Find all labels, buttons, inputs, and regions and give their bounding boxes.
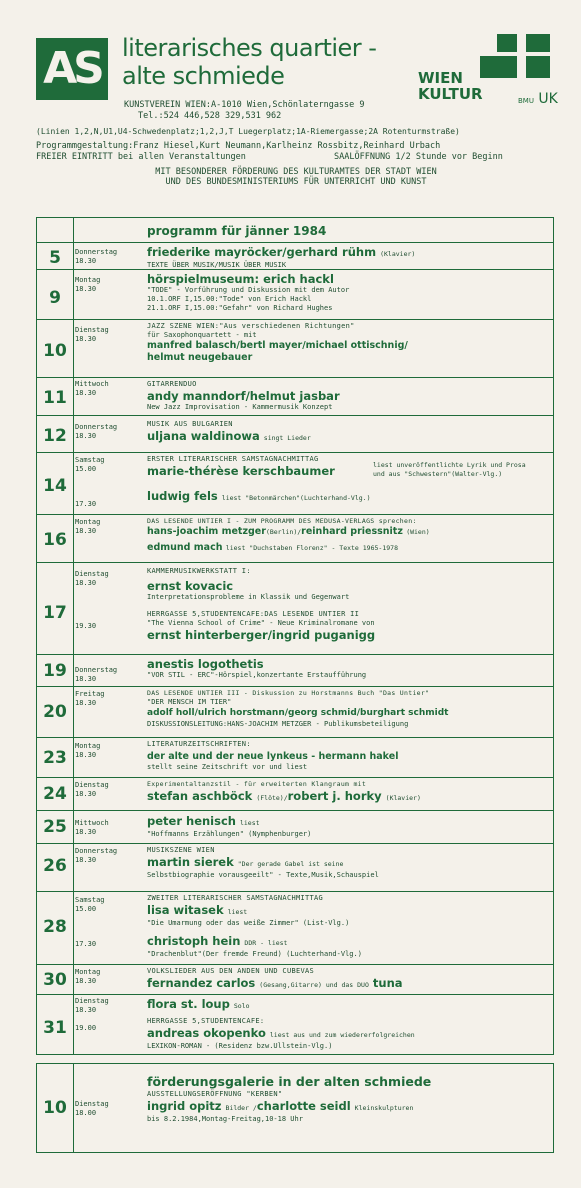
event-entry — [147, 814, 547, 839]
event-artist — [147, 245, 547, 261]
event-text: ingrid opitz — [147, 1099, 222, 1113]
event-text: Dienstag — [75, 326, 109, 334]
event-text: christoph hein — [147, 934, 241, 948]
event-text: Donnerstag — [75, 666, 118, 674]
event-category: MUSIK AUS BULGARIEN — [147, 420, 233, 428]
event-artist: andy manndorf/helmut jasbar — [147, 389, 340, 403]
event-weekday — [75, 666, 118, 684]
row-separator — [37, 686, 553, 687]
event-text: (Wien) — [406, 528, 430, 536]
logo-block — [526, 56, 550, 78]
event-time-2: 19.30 — [75, 622, 97, 630]
event-time-2: 19.00 — [75, 1024, 97, 1032]
event-description: DISKUSSIONSLEITUNG:HANS-JOACHIM METZGER - Publikumsbeteiligung — [147, 720, 409, 728]
event-entry — [147, 997, 547, 1051]
event-text: Dienstag — [75, 997, 109, 1005]
event-text: Bilder / — [225, 1104, 257, 1112]
event-weekday — [75, 968, 109, 986]
event-description: 21.1.ORF I,15.00:"Gefahr" von Richard Hughes — [147, 304, 333, 312]
event-description: TEXTE ÜBER MUSIK/MUSIK ÜBER MUSIK — [147, 261, 287, 269]
event-note: liest unveröffentlichte Lyrik und Prosa — [373, 461, 526, 469]
event-category: ERSTER LITERARISCHER SAMSTAGNACHMITTAG — [147, 455, 319, 463]
event-artist: adolf holl/ulrich horstmann/georg schmid/burghart schmidt — [147, 708, 449, 718]
column-divider — [73, 218, 74, 1054]
event-text: marie-thérèse kerschbaumer — [147, 464, 335, 478]
gallery-entry — [147, 1074, 547, 1124]
gallery-category: AUSSTELLUNGSERÖFFNUNG "KERBEN" — [147, 1090, 283, 1098]
event-text: Dienstag — [75, 781, 109, 789]
event-text: ludwig fels — [147, 489, 218, 503]
row-separator — [37, 843, 553, 844]
event-weekday — [75, 742, 109, 760]
event-category: Experimentaltanzstil - für erweiterten Klangraum mit — [147, 780, 367, 788]
event-text: reinhard priessnitz — [301, 526, 403, 537]
support-line-1: MIT BESONDERER FÖRDERUNG DES KULTURAMTES DER STADT WIEN — [155, 167, 437, 177]
row-separator — [37, 994, 553, 995]
event-weekday — [75, 896, 109, 914]
event-artist — [147, 855, 547, 871]
event-entry — [147, 657, 547, 680]
event-entry — [147, 846, 547, 880]
event-day: 26 — [43, 856, 67, 876]
event-description: New Jazz Improvisation - Kammermusik Konzept — [147, 403, 333, 411]
event-text: peter henisch — [147, 814, 236, 828]
event-entry — [147, 894, 547, 959]
event-text: 18.30 — [75, 1006, 97, 1014]
event-artist — [147, 429, 547, 445]
title-line-1: literarisches quartier - — [122, 34, 377, 62]
event-day: 17 — [43, 603, 67, 623]
row-separator — [37, 514, 553, 515]
event-text: 18.30 — [75, 335, 97, 343]
event-text: Mittwoch — [75, 819, 109, 827]
event-text: liest — [227, 908, 248, 916]
event-entry — [147, 272, 547, 313]
row-separator — [37, 654, 553, 655]
event-artist: manfred balasch/bertl mayer/michael ottischnig/ — [147, 340, 408, 351]
transport-info: (Linien 1,2,N,U1,U4-Schwedenplatz;1,2,J,T Luegerplatz;1A-Riemergasse;2A Rotenturmstraße) — [36, 127, 460, 136]
event-text: (Berlin)/ — [265, 528, 302, 536]
event-text: liest aus und zum wiedererfolgreichen — [269, 1031, 415, 1039]
event-day: 25 — [43, 817, 67, 837]
free-entry-text: FREIER EINTRITT bei allen Veranstaltungen — [36, 152, 246, 162]
event-description: "Drachenblut"(Der fremde Freund) (Luchterhand-Vlg.) — [147, 950, 362, 958]
event-text: 18.30 — [75, 285, 97, 293]
event-text: Montag — [75, 276, 101, 284]
event-text: Montag — [75, 518, 101, 526]
program-design: Programmgestaltung:Franz Hiesel,Kurt Neumann,Karlheinz Rossbitz,Reinhard Urbach — [36, 141, 441, 151]
event-artist: hörspielmuseum: erich hackl — [147, 272, 334, 286]
event-entry — [147, 517, 547, 554]
event-text: (Gesang,Gitarre) und das DUO — [259, 981, 369, 989]
event-day: 19 — [43, 661, 67, 681]
event-artist: ernst kovacic — [147, 579, 234, 593]
row-separator — [37, 319, 553, 320]
support-line-2: UND DES BUNDESMINISTERIUMS FÜR UNTERRICHT UND KUNST — [165, 177, 427, 187]
row-separator — [37, 415, 553, 416]
event-text: (Flöte)/ — [256, 794, 288, 802]
event-entry — [147, 380, 547, 412]
page-title — [122, 34, 412, 90]
gallery-day: 10 — [43, 1098, 67, 1118]
event-description: "DER MENSCH IM TIER" — [147, 698, 232, 706]
event-category: DAS LESENDE UNTIER I - ZUM PROGRAMM DES MEDUSA-VERLAGS sprechen: — [147, 517, 417, 525]
event-text: lisa witasek — [147, 903, 224, 917]
event-category: MUSIKSZENE WIEN — [147, 846, 215, 854]
event-note: und aus "Schwestern"(Walter-Vlg.) — [373, 470, 503, 478]
event-text: Dienstag — [75, 570, 109, 578]
event-text: liest "Betonmärchen"(Luchterhand-Vlg.) — [221, 494, 371, 502]
event-text: 18.30 — [75, 579, 97, 587]
event-text: charlotte seidl — [256, 1099, 351, 1113]
event-text: Montag — [75, 742, 101, 750]
uk-prefix: BMU — [518, 97, 534, 105]
event-text: 18.30 — [75, 257, 97, 265]
event-description: stellt seine Zeitschrift vor und liest — [147, 763, 308, 771]
event-text: stefan aschböck — [147, 789, 253, 803]
event-text: Donnerstag — [75, 847, 118, 855]
event-text: Donnerstag — [75, 423, 118, 431]
event-weekday — [75, 326, 109, 344]
address: KUNSTVEREIN WIEN:A-1010 Wien,Schönlaterngasse 9 — [124, 100, 365, 110]
event-category: ZWEITER LITERARISCHER SAMSTAGNACHMITTAG — [147, 894, 324, 902]
event-category: HERRGASSE 5,STUDENTENCAFE:DAS LESENDE UNTIER II — [147, 610, 360, 618]
event-text: Donnerstag — [75, 248, 118, 256]
event-weekday — [75, 997, 109, 1015]
gallery-box — [36, 1063, 554, 1153]
event-text: singt Lieder — [263, 434, 311, 442]
event-day: 5 — [49, 248, 61, 268]
event-text: 18.30 — [75, 751, 97, 759]
event-artist — [147, 1026, 547, 1042]
event-text: hans-joachim metzger — [147, 526, 266, 537]
event-day: 23 — [43, 748, 67, 768]
event-text: Dienstag — [75, 1100, 109, 1108]
event-text: Samstag — [75, 456, 105, 464]
event-description: Interpretationsprobleme in Klassik und Gegenwart — [147, 593, 350, 601]
event-text: 18.30 — [75, 856, 97, 864]
event-entry — [147, 740, 547, 772]
event-day: 14 — [43, 476, 67, 496]
event-day: 12 — [43, 426, 67, 446]
event-day: 11 — [43, 388, 67, 408]
event-weekday — [75, 781, 109, 799]
event-description: "The Vienna School of Crime" - Neue Kriminalromane von — [147, 619, 375, 627]
event-text: 18.30 — [75, 699, 97, 707]
event-text: tuna — [372, 976, 403, 990]
gallery-artists — [147, 1099, 547, 1115]
logo-block — [526, 34, 550, 52]
event-entry — [147, 322, 547, 364]
uk-logo-text — [518, 91, 558, 107]
column-divider — [73, 1064, 74, 1152]
wien-kultur-text: WIEN KULTUR — [418, 69, 483, 103]
event-time-2: 17.30 — [75, 500, 97, 508]
event-description: 10.1.ORF I,15.00:"Tode" von Erich Hackl — [147, 295, 312, 303]
event-text: 18.30 — [75, 828, 97, 836]
event-text: andreas okopenko — [147, 1026, 266, 1040]
event-text: Solo — [233, 1002, 250, 1010]
event-artist — [147, 814, 547, 830]
event-artist: der alte und der neue lynkeus - hermann hakel — [147, 751, 399, 762]
row-separator — [37, 964, 553, 965]
event-day: 30 — [43, 970, 67, 990]
alte-schmiede-logo: AS — [36, 38, 108, 100]
event-text: 18.30 — [75, 790, 97, 798]
program-title: programm für jänner 1984 — [147, 224, 327, 238]
event-text: 18.30 — [75, 527, 97, 535]
program-table — [36, 217, 554, 1055]
event-category: KAMMERMUSIKWERKSTATT I: — [147, 567, 251, 575]
event-text: 18.30 — [75, 977, 97, 985]
event-description: "Die Umarmung oder das weiße Zimmer" (List-Vlg.) — [147, 919, 350, 927]
free-entry — [36, 152, 556, 163]
event-entry — [147, 967, 547, 992]
gallery-weekday — [75, 1100, 109, 1118]
gallery-dates: bis 8.2.1984,Montag-Freitag,10-18 Uhr — [147, 1115, 303, 1123]
event-day: 31 — [43, 1018, 67, 1038]
event-artist — [147, 934, 547, 950]
event-text: uljana waldinowa — [147, 429, 260, 443]
event-description: für Saxophonquartett - mit — [147, 331, 257, 339]
row-separator — [37, 810, 553, 811]
event-weekday — [75, 518, 109, 536]
event-artist — [147, 542, 547, 554]
event-day: 28 — [43, 917, 67, 937]
event-artist — [147, 789, 547, 805]
event-weekday — [75, 570, 109, 588]
row-separator — [37, 737, 553, 738]
event-weekday — [75, 248, 118, 266]
event-text: liest — [239, 819, 260, 827]
event-artist — [147, 976, 547, 992]
event-day: 9 — [49, 288, 61, 308]
event-weekday — [75, 819, 109, 837]
event-time-2: 17.30 — [75, 940, 97, 948]
uk-label: UK — [538, 91, 558, 107]
event-artist: anestis logothetis — [147, 657, 264, 671]
event-category: JAZZ SZENE WIEN:"Aus verschiedenen Richtungen" — [147, 322, 355, 330]
event-text: 15.00 — [75, 465, 97, 473]
event-text: Freitag — [75, 690, 105, 698]
row-separator — [37, 242, 553, 243]
event-day: 10 — [43, 341, 67, 361]
event-weekday — [75, 380, 109, 398]
opening-text: SAALÖFFNUNG 1/2 Stunde vor Beginn — [334, 152, 503, 162]
event-artist — [147, 903, 547, 919]
event-entry — [147, 567, 547, 642]
event-entry — [147, 455, 547, 505]
event-text: 15.00 — [75, 905, 97, 913]
event-category: LITERATURZEITSCHRIFTEN: — [147, 740, 251, 748]
event-text: (Klavier) — [385, 794, 421, 802]
event-text: Kleinskulpturen — [354, 1104, 414, 1112]
row-separator — [37, 562, 553, 563]
event-description: Selbstbiographie vorausgeeilt" - Texte,Musik,Schauspiel — [147, 871, 379, 879]
event-weekday — [75, 276, 109, 294]
event-weekday — [75, 690, 109, 708]
event-weekday — [75, 847, 118, 865]
event-category: DAS LESENDE UNTIER III - Diskussion zu Horstmanns Buch "Das Untier" — [147, 689, 430, 697]
event-weekday — [75, 456, 109, 474]
event-entry — [147, 780, 547, 805]
event-description: LEXIKON-ROMAN - (Residenz bzw.Ullstein-Vlg.) — [147, 1042, 333, 1050]
event-text: "Der gerade Gabel ist seine — [237, 860, 344, 868]
event-artist — [147, 526, 547, 538]
event-text: martin sierek — [147, 855, 234, 869]
event-text: fernandez carlos — [147, 976, 256, 990]
event-text: robert j. horky — [287, 789, 382, 803]
event-text: (Klavier) — [380, 250, 416, 258]
event-text: Mittwoch — [75, 380, 109, 388]
event-text: Montag — [75, 968, 101, 976]
row-separator — [37, 777, 553, 778]
event-text: Samstag — [75, 896, 105, 904]
event-description: "Hoffmanns Erzählungen" (Nymphenburger) — [147, 830, 312, 838]
event-description: "TODE" - Vorführung und Diskussion mit dem Autor — [147, 286, 350, 294]
event-day: 20 — [43, 702, 67, 722]
event-text: edmund mach — [147, 542, 223, 553]
event-category: VOLKSLIEDER AUS DEN ANDEN UND CUBEVAS — [147, 967, 315, 975]
event-text: 18.30 — [75, 432, 97, 440]
phone: Tel.:524 446,528 329,531 962 — [138, 111, 282, 121]
row-separator — [37, 377, 553, 378]
title-line-2: alte schmiede — [122, 62, 285, 90]
event-weekday — [75, 423, 118, 441]
event-text: DDR - liest — [244, 939, 288, 947]
logo-block — [497, 34, 517, 52]
event-category: GITARRENDUO — [147, 380, 197, 388]
event-entry — [147, 420, 547, 445]
event-text: 18.00 — [75, 1109, 97, 1117]
event-entry — [147, 689, 547, 729]
row-separator — [37, 891, 553, 892]
event-day: 16 — [43, 530, 67, 550]
event-artist — [147, 997, 547, 1013]
event-text: liest "Duchstaben Florenz" - Texte 1965-1978 — [225, 544, 398, 552]
event-artist — [147, 489, 547, 505]
event-text: friederike mayröcker/gerhard rühm — [147, 245, 377, 259]
row-separator — [37, 452, 553, 453]
event-text: 18.30 — [75, 675, 97, 683]
event-artist: ernst hinterberger/ingrid puganigg — [147, 628, 376, 642]
event-day: 24 — [43, 784, 67, 804]
gallery-title: förderungsgalerie in der alten schmiede — [147, 1074, 432, 1089]
event-entry — [147, 245, 547, 270]
event-category: HERRGASSE 5,STUDENTENCAFE: — [147, 1017, 265, 1025]
event-artist: helmut neugebauer — [147, 352, 253, 363]
event-text: 18.30 — [75, 389, 97, 397]
event-text: flora st. loup — [147, 997, 230, 1011]
event-description: "VOR STIL - ERC"-Hörspiel,konzertante Erstaufführung — [147, 671, 367, 679]
